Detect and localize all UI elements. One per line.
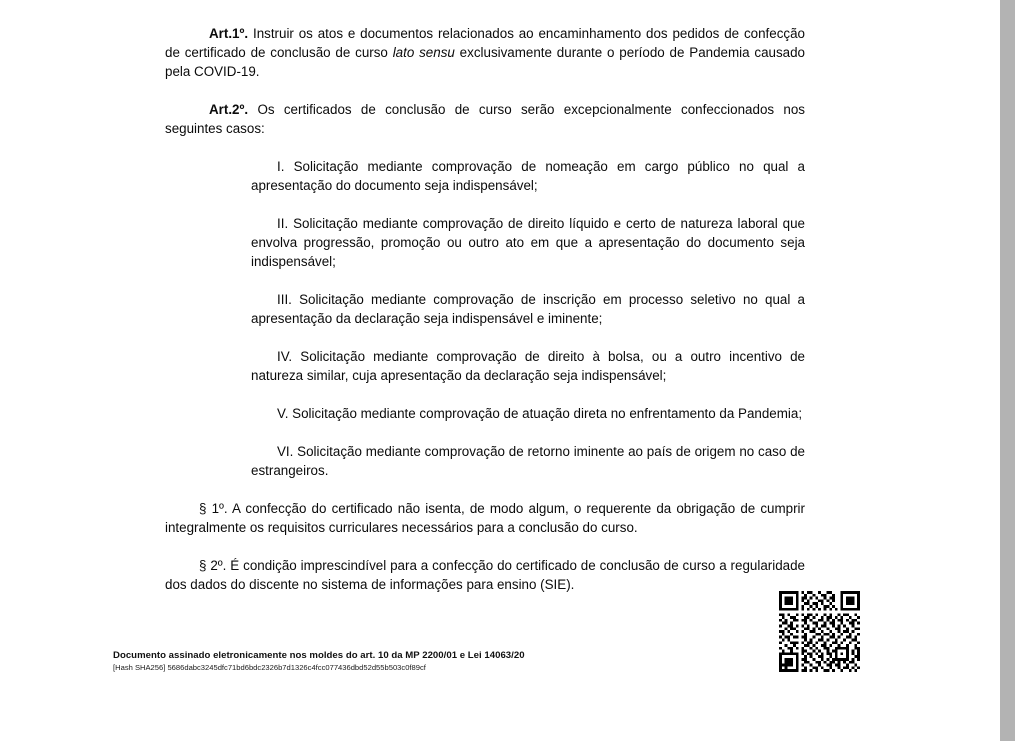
list-item: II. Solicitação mediante comprovação de direito líquido e certo de natureza laboral que envolva progressão, promoção ou outro ato em que a apresentação do documento seja indispensável; [251,216,805,269]
list-item: VI. Solicitação mediante comprovação de retorno iminente ao país de origem no caso de estrangeiros. [251,444,805,478]
article-1-paragraph [165,24,805,81]
signature-notice: Documento assinado eletronicamente nos moldes do art. 10 da MP 2200/01 e Lei 14063/20 [113,650,525,661]
article-1-italic-term: lato sensu [392,45,455,60]
hash-value: [Hash SHA256] 5686dabc3245dfc71bd6bdc2326b7d1326c4fcc077436dbd52d55b503c0f89cf [113,663,426,672]
article-1-text: Instruir os atos e documentos relacionados ao encaminhamento dos pedidos de confecção de certificado de conclusão de curso [165,26,805,60]
document-footer [113,650,733,673]
list-item: IV. Solicitação mediante comprovação de direito à bolsa, ou a outro incentivo de natureza similar, cuja apresentação da declaração seja indispensável; [251,349,805,383]
article-1-text-after: exclusivamente durante o período de Pandemia causado pela COVID-19. [165,45,806,79]
list-item: I. Solicitação mediante comprovação de nomeação em cargo público no qual a apresentação do documento seja indispensável; [251,159,805,193]
article-2-label: Art.2º. [209,102,249,117]
article-2-paragraph [165,100,805,138]
paragraph-1: § 1º. A confecção do certificado não isenta, de modo algum, o requerente da obrigação de cumprir integralmente os requisitos curriculares necessários para a conclusão do curso. [165,501,805,535]
list-item: V. Solicitação mediante comprovação de atuação direta no enfrentamento da Pandemia; [277,406,803,421]
article-2-text: Os certificados de conclusão de curso serão excepcionalmente confeccionados nos seguintes casos: [165,102,805,136]
paragraph-2: § 2º. É condição imprescindível para a confecção do certificado de conclusão de curso a regularidade dos dados do discente no sistema de informações para ensino (SIE). [165,558,805,592]
viewer-background [1000,0,1015,741]
qr-code-icon [779,591,860,672]
document-body [165,24,805,594]
article-1-label: Art.1º. [209,26,249,41]
list-item: III. Solicitação mediante comprovação de inscrição em processo seletivo no qual a apresentação da declaração seja indispensável e iminente; [251,292,805,326]
